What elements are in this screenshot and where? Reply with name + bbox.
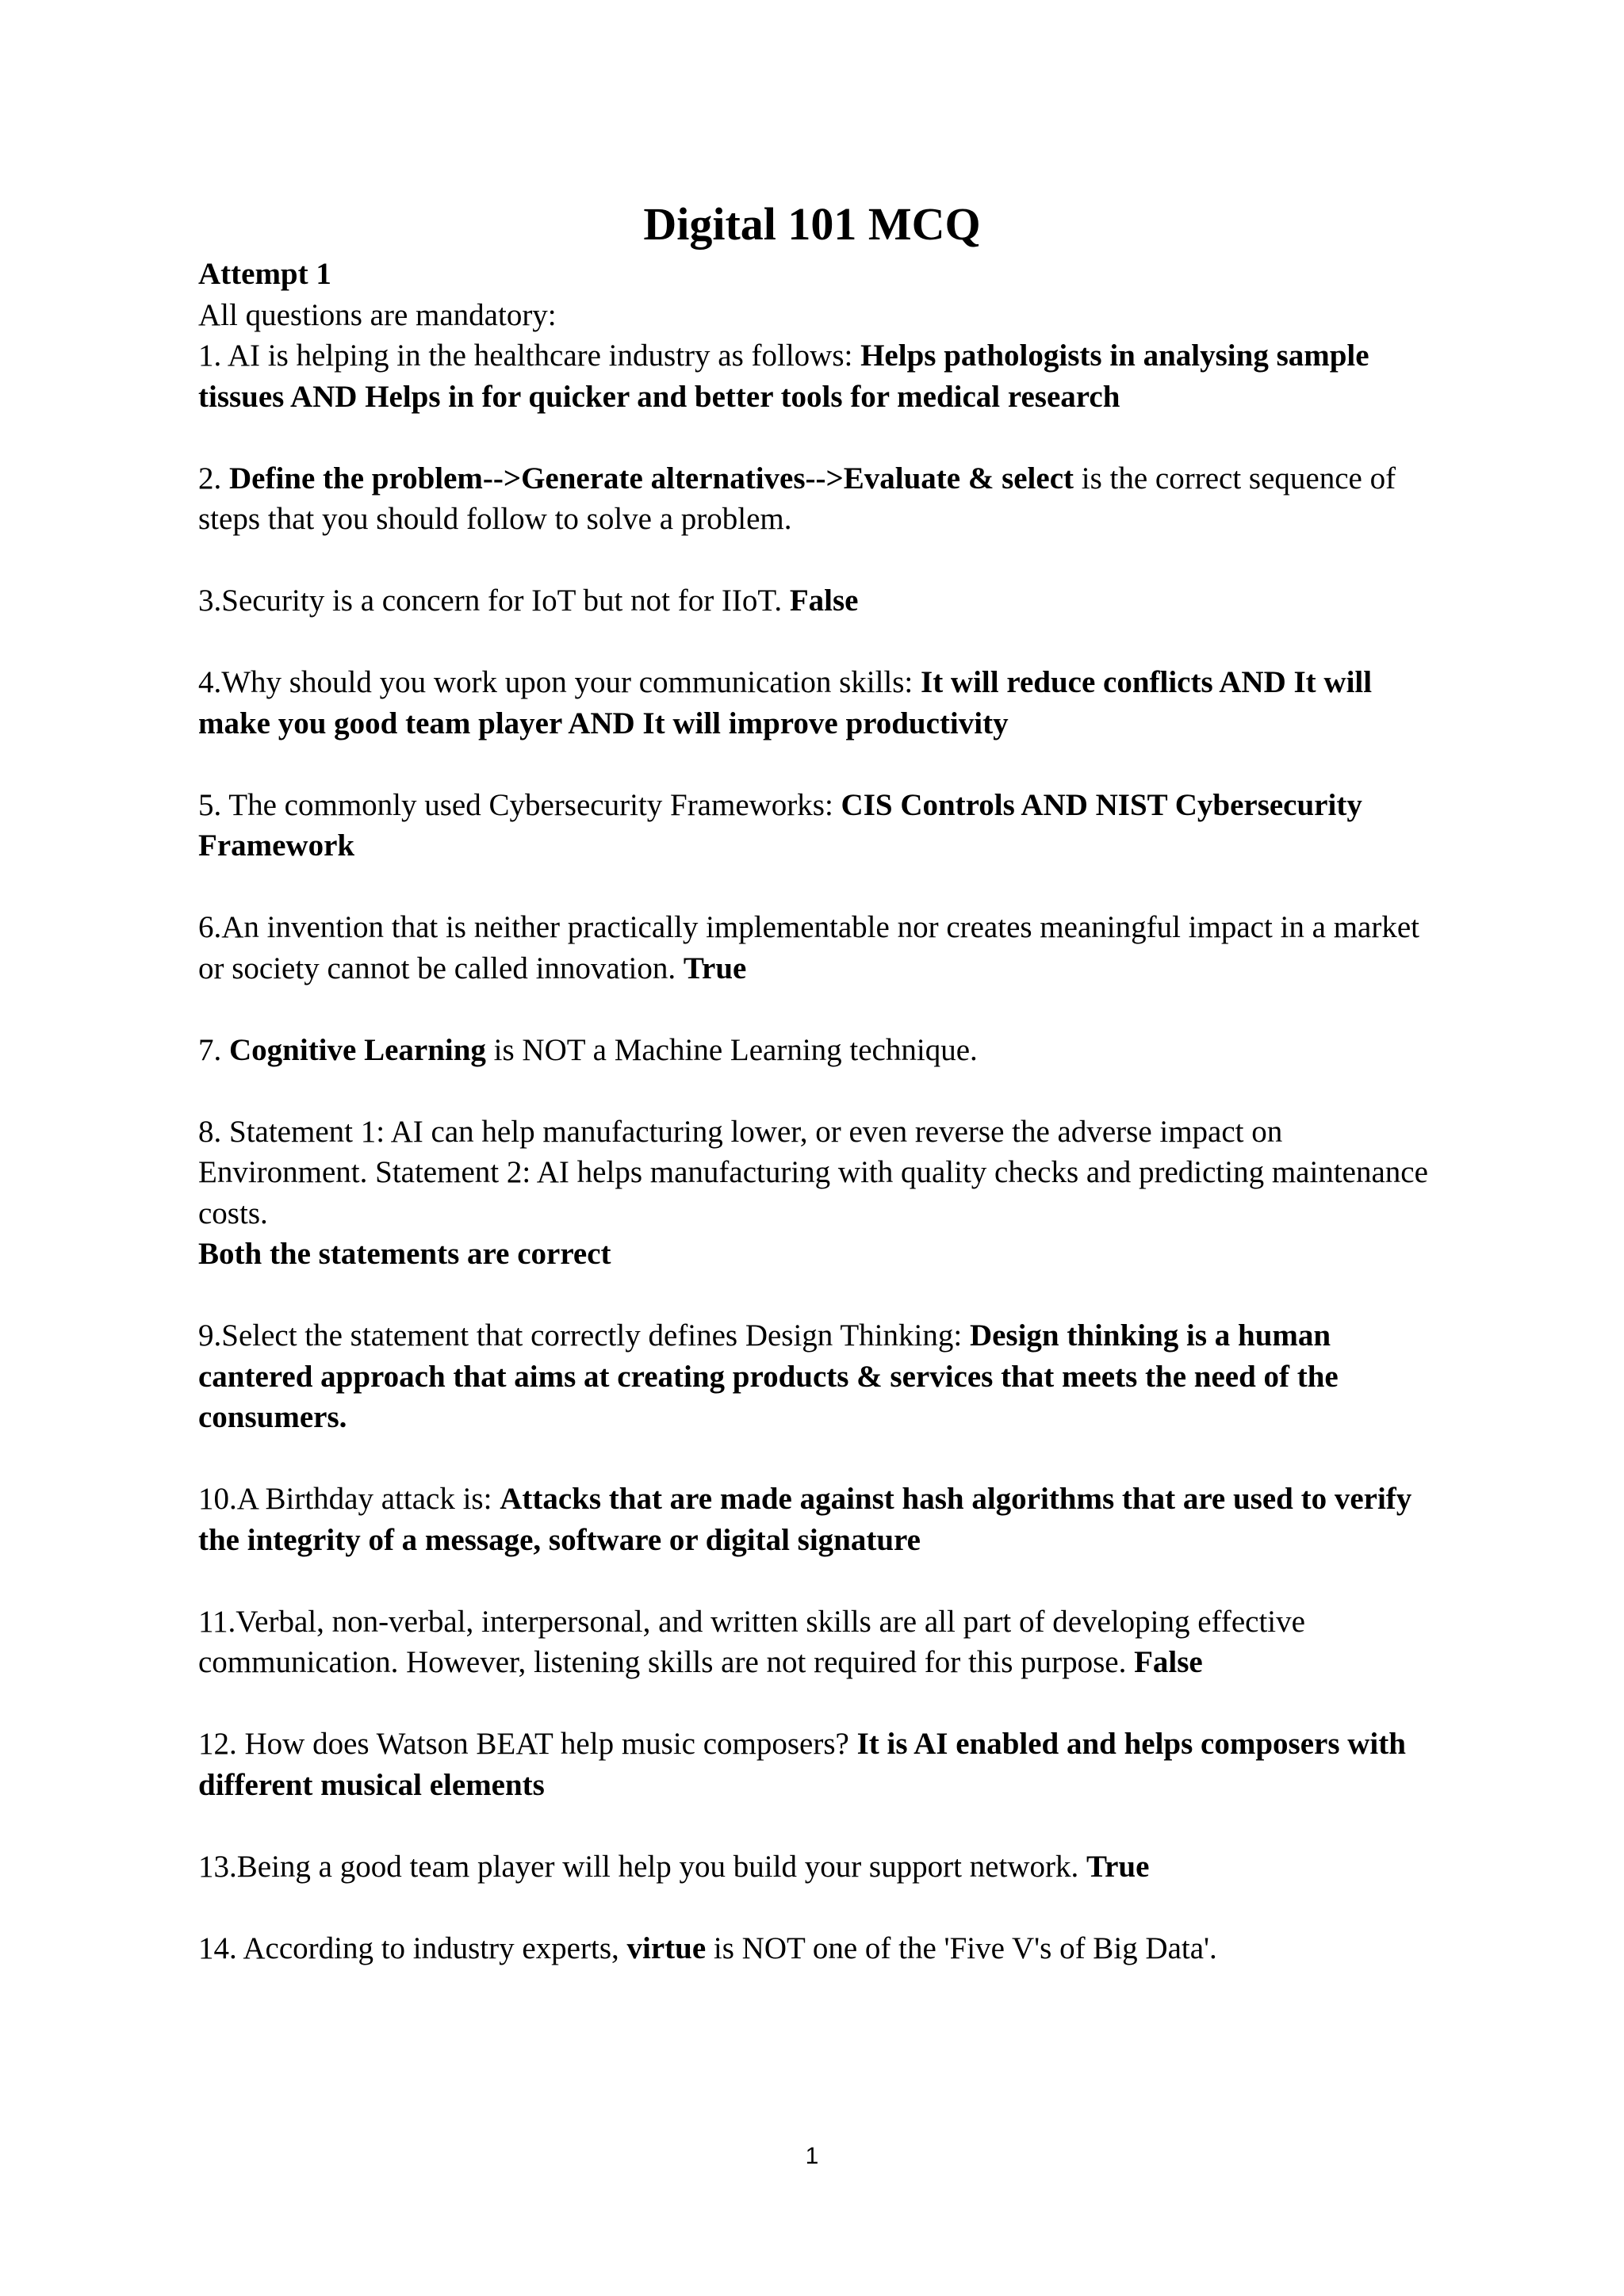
question-7	[198, 1030, 1435, 1071]
answer-text: It is AI enabled and helps composers with different musical elements	[198, 1727, 1406, 1802]
question-tail: is NOT one of the 'Five V's of Big Data'.	[706, 1931, 1217, 1965]
answer-text: True	[683, 951, 747, 985]
question-2	[198, 458, 1435, 540]
attempt-heading: Attempt 1	[198, 257, 331, 291]
answer-text: Attacks that are made against hash algorithms that are used to verify the integrity of a message, software or digital signature	[198, 1482, 1412, 1557]
question-text: 4.Why should you work upon your communication skills:	[198, 665, 921, 699]
question-13	[198, 1846, 1435, 1888]
question-text: 13.Being a good team player will help you build your support network.	[198, 1849, 1086, 1884]
answer-text: Both the statements are correct	[198, 1237, 611, 1271]
page-number: 1	[805, 2143, 819, 2169]
answer-text: Cognitive Learning	[229, 1032, 486, 1067]
question-text: 2.	[198, 461, 229, 496]
question-1	[198, 335, 1435, 417]
question-tail: is the correct sequence of steps that you should follow to solve a problem.	[198, 461, 1396, 536]
question-8	[198, 1112, 1435, 1234]
question-text: 7.	[198, 1032, 229, 1067]
question-text: 10.A Birthday attack is:	[198, 1482, 500, 1516]
question-text: 11.Verbal, non-verbal, interpersonal, and written skills are all part of developing effective communication. However, listening skills are not required for this purpose.	[198, 1604, 1305, 1679]
question-10	[198, 1479, 1435, 1560]
question-text: 8. Statement 1: AI can help manufacturing lower, or even reverse the adverse impact on Environment. Statement 2: AI helps manufacturing with quality checks and predicting maintenance costs.	[198, 1114, 1428, 1230]
document-title: Digital 101 MCQ	[643, 198, 981, 250]
answer-text: It will reduce conflicts AND It will make you good team player AND It will improve productivity	[198, 665, 1373, 740]
answer-text: False	[1134, 1645, 1203, 1679]
question-text: 6.An invention that is neither practically implementable nor creates meaningful impact in a market or society cannot be called innovation.	[198, 910, 1419, 985]
answer-text: Define the problem-->Generate alternatives-->Evaluate & select	[229, 461, 1074, 496]
question-text: 12. How does Watson BEAT help music composers?	[198, 1727, 857, 1761]
answer-text: False	[789, 584, 859, 618]
question-tail: is NOT a Machine Learning technique.	[485, 1032, 978, 1067]
question-11	[198, 1601, 1435, 1683]
question-text: 14. According to industry experts,	[198, 1931, 627, 1965]
question-4	[198, 662, 1435, 744]
answer-text: True	[1086, 1849, 1150, 1884]
question-text: 9.Select the statement that correctly defines Design Thinking:	[198, 1318, 970, 1353]
intro-text: All questions are mandatory:	[198, 297, 557, 332]
answer-text: CIS Controls AND NIST Cybersecurity Framework	[198, 787, 1362, 863]
question-14	[198, 1928, 1435, 1969]
answer-text: virtue	[626, 1931, 707, 1965]
question-text: 5. The commonly used Cybersecurity Frameworks:	[198, 787, 841, 822]
question-3	[198, 580, 1435, 622]
answer-text: Helps pathologists in analysing sample tissues AND Helps in for quicker and better tools for medical research	[198, 339, 1369, 414]
document-content	[198, 254, 1435, 1969]
question-5	[198, 785, 1435, 867]
question-9	[198, 1315, 1435, 1438]
question-12	[198, 1724, 1435, 1805]
answer-text: Design thinking is a human cantered approach that aims at creating products & services that meets the need of the consumers.	[198, 1318, 1339, 1434]
question-6	[198, 907, 1435, 989]
question-8-answer	[198, 1234, 1435, 1275]
question-text: 1. AI is helping in the healthcare industry as follows:	[198, 339, 861, 373]
question-text: 3.Security is a concern for IoT but not for IIoT.	[198, 584, 790, 618]
